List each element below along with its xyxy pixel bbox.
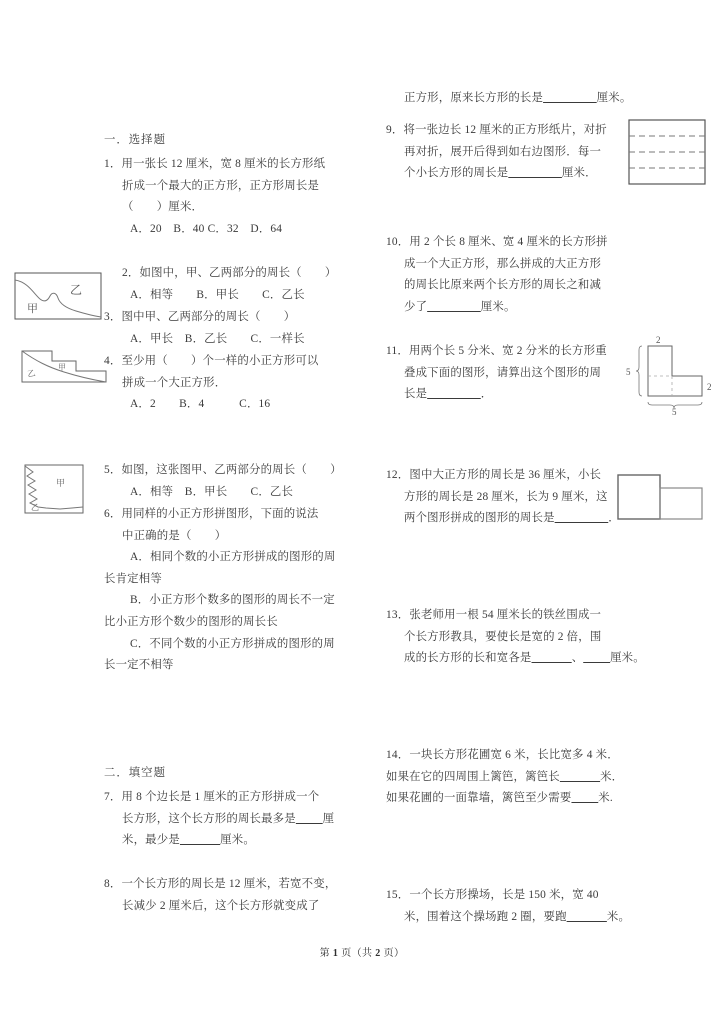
footer-mid: 页（共 [341,948,373,959]
figure-q3-label-yi: 乙 [26,368,37,379]
q15-line-1: 15．一个长方形操场，长是 150 米，宽 40 [386,889,599,901]
q11-line-3 [386,384,636,406]
question-11 [386,341,636,406]
q7-blank-1: ＿＿ [295,812,323,825]
q14-blank-2: ＿＿ [571,792,599,805]
q11-line-1: 11．用两个长 5 分米、宽 2 分米的长方形重 [386,345,607,357]
q13-line-3-sep: 、 [571,652,584,665]
figure-question-2 [14,272,102,322]
q7-line-2-tail: 厘 [322,812,335,825]
figure-q5-label-yi: 乙 [31,503,39,512]
q10-line-4 [386,297,636,319]
q9-blank: ＿＿＿＿ [508,167,562,180]
q9-line-2: 再对折，展开后得到如右边图形．每一 [404,145,602,158]
question-15 [386,885,636,928]
figure-q11-label-right: 2 [707,382,712,392]
q6-option-b-line-1: B．小正方形个数多的图形的周长不一定 [130,594,335,607]
q14-blank-1: ＿＿＿ [559,770,601,783]
q2-line-1: 2．如图中，甲、乙两部分的周长（ ） [122,267,337,279]
question-4 [104,351,364,416]
q15-line-2-text: 米，围着这个操场跑 2 圈，要跑 [404,910,567,923]
q7-line-3-tail: 厘米。 [220,834,255,847]
figure-q12-large-square [618,475,660,519]
q10-line-1: 10．用 2 个长 8 厘米、宽 4 厘米的长方形拼 [386,236,608,248]
q13-line-3-text: 成的长方形的长和宽各是 [404,652,532,665]
q12-line-1: 12．图中大正方形的周长是 36 厘米，小长 [386,469,602,481]
footer-total-pages: 2 [375,948,381,959]
q7-blank-2: ＿＿＿ [179,834,221,847]
q11-line-3-text: 长是 [404,388,428,401]
q12-line-3-text: 两个图形拼成的图形的周长是 [404,512,555,525]
q10-line-4-text: 少了 [404,300,428,313]
q14-line-3-tail: 米. [598,792,613,805]
figure-question-3 [18,345,110,387]
question-7 [104,787,364,852]
q4-line-1: 4．至少用（ ）个一样的小正方形可以 [104,355,319,367]
q4-options: A．2 B．4 C．16 [130,398,271,411]
q5-line-1: 5．如图，这张图甲、乙两部分的周长（ ） [104,464,342,476]
q8-line-2: 长减少 2 厘米后，这个长方形就变成了 [122,899,320,912]
q13-line-3-tail: 厘米。 [610,652,645,665]
page-footer [0,944,724,959]
figure-question-5 [20,462,94,516]
q6-option-c-line-1: C．不同个数的小正方形拼成的图形的周 [130,637,335,650]
figure-q11-label-bottom: 5 [672,407,677,416]
q14-line-2-text: 如果在它的四周围上篱笆，篱笆长 [386,770,560,783]
q8-cont-line [386,88,636,110]
q12-line-2: 方形的周长是 28 厘米，长为 9 厘米，这 [404,490,608,503]
question-13 [386,605,645,670]
q15-line-2 [386,907,636,929]
q2-options: A．相等 B．甲长 C．乙长 [130,288,305,301]
q7-line-3-text: 米，最少是 [122,834,180,847]
q1-line-2: 折成一个最大的正方形，正方形周长是 [122,179,320,192]
section-heading-choice: 一．选择题 [104,134,166,146]
figure-question-9 [628,119,706,185]
q12-line-3-tail: ． [608,512,620,525]
q6-line-1: 6．用同样的小正方形拼图形，下面的说法 [104,508,319,520]
section-heading-fill: 二．填空题 [104,767,166,779]
q7-line-2-text: 长方形，这个长方形的周长最多是 [122,812,296,825]
q13-blank-1: ＿＿＿ [531,652,572,665]
q6-option-b-line-2: 比小正方形个数少的图形的周长长 [104,615,278,628]
q15-blank: ＿＿＿ [566,910,607,923]
q7-line-1: 7．用 8 个边长是 1 厘米的正方形拼成一个 [104,791,320,803]
q14-line-3-text: 如果花圃的一面靠墙，篱笆至少需要 [386,792,572,805]
q10-line-4-tail: 厘米。 [480,300,516,313]
question-9 [386,120,636,185]
figure-question-11 [614,334,720,416]
q12-line-3 [386,508,636,530]
q1-line-3: （ ）厘米． [122,201,204,214]
question-14 [386,745,636,810]
q13-line-1: 13．张老师用一根 54 厘米长的铁丝围成一 [386,609,602,621]
q6-option-c-line-2: 长一定不相等 [104,659,174,672]
q14-line-3 [386,788,636,810]
q10-line-3: 的周长比原来两个长方形的周长之和减 [404,279,602,292]
question-3 [104,307,364,350]
q3-line-1: 3．图中甲、乙两部分的周长（ ） [104,311,296,323]
q13-line-2: 个长方形教具，要使长是宽的 2 倍，围 [404,630,602,643]
question-5 [104,460,364,503]
q1-options: A．20 B．40 C．32 D．64 [130,222,283,235]
q4-line-2: 拼成一个大正方形． [122,376,227,389]
q14-line-2-tail: 米． [600,770,624,783]
question-8-continued [386,88,636,110]
question-2 [104,263,364,306]
q9-line-1: 9．将一张边长 12 厘米的正方形纸片，对折 [386,124,607,136]
q7-line-3 [104,830,364,852]
q6-option-a-line-2: 长肯定相等 [104,572,162,585]
footer-page-number: 1 [332,948,339,959]
q11-blank: ＿＿＿＿ [427,388,481,401]
q6-line-2: 中正确的是（ ） [122,529,227,542]
q6-option-a-line-1: A．相同个数的小正方形拼成的图形的周 [130,551,336,564]
q13-blank-2: ＿＿ [583,652,611,665]
figure-q12-small-rectangle [660,488,702,519]
q1-line-1: 1．用一张长 12 厘米，宽 8 厘米的长方形纸 [104,158,326,170]
question-1 [104,154,364,240]
figure-question-12 [616,473,716,525]
q3-options: A．甲长 B．乙长 C．一样长 [130,332,305,345]
q9-line-3 [386,163,636,185]
q14-line-2 [386,767,636,789]
q8-cont-tail: 厘米。 [596,92,632,104]
figure-q3-label-jia: 甲 [58,363,66,372]
q15-line-2-tail: 米。 [606,910,631,923]
figure-q2-label-yi: 乙 [70,283,83,297]
q9-line-3-tail: 厘米． [561,167,597,180]
figure-q11-label-top: 2 [656,335,661,345]
q8-line-1: 8．一个长方形的周长是 12 厘米，若宽不变， [104,878,337,890]
figure-q5-label-jia: 甲 [56,478,66,488]
question-10 [386,232,636,318]
footer-suffix: 页） [383,948,405,959]
q9-line-3-text: 个小长方形的周长是 [404,167,509,180]
q7-line-2 [104,809,364,831]
q12-blank: ＿＿＿＿ [554,512,609,525]
q11-line-3-tail: ． [480,388,493,401]
q13-line-3 [386,648,645,670]
question-6 [104,504,364,677]
q11-line-2: 叠成下面的图形，请算出这个图形的周 [404,366,602,379]
figure-q2-label-jia: 甲 [27,303,38,315]
q10-blank: ＿＿＿＿ [427,300,481,313]
q8-cont-text: 正方形，原来长方形的长是 [404,92,544,104]
figure-q11-label-left: 5 [626,367,631,377]
question-8 [104,874,364,917]
q5-options: A．相等 B．甲长 C．乙长 [130,485,294,498]
q14-line-1: 14．一块长方形花圃宽 6 米，长比宽多 4 米． [386,749,619,761]
question-12 [386,465,636,530]
q8-blank: ＿＿＿＿ [543,92,597,104]
q10-line-2: 成一个大正方形，那么拼成的大正方形 [404,257,602,270]
footer-prefix: 第 [319,948,330,959]
